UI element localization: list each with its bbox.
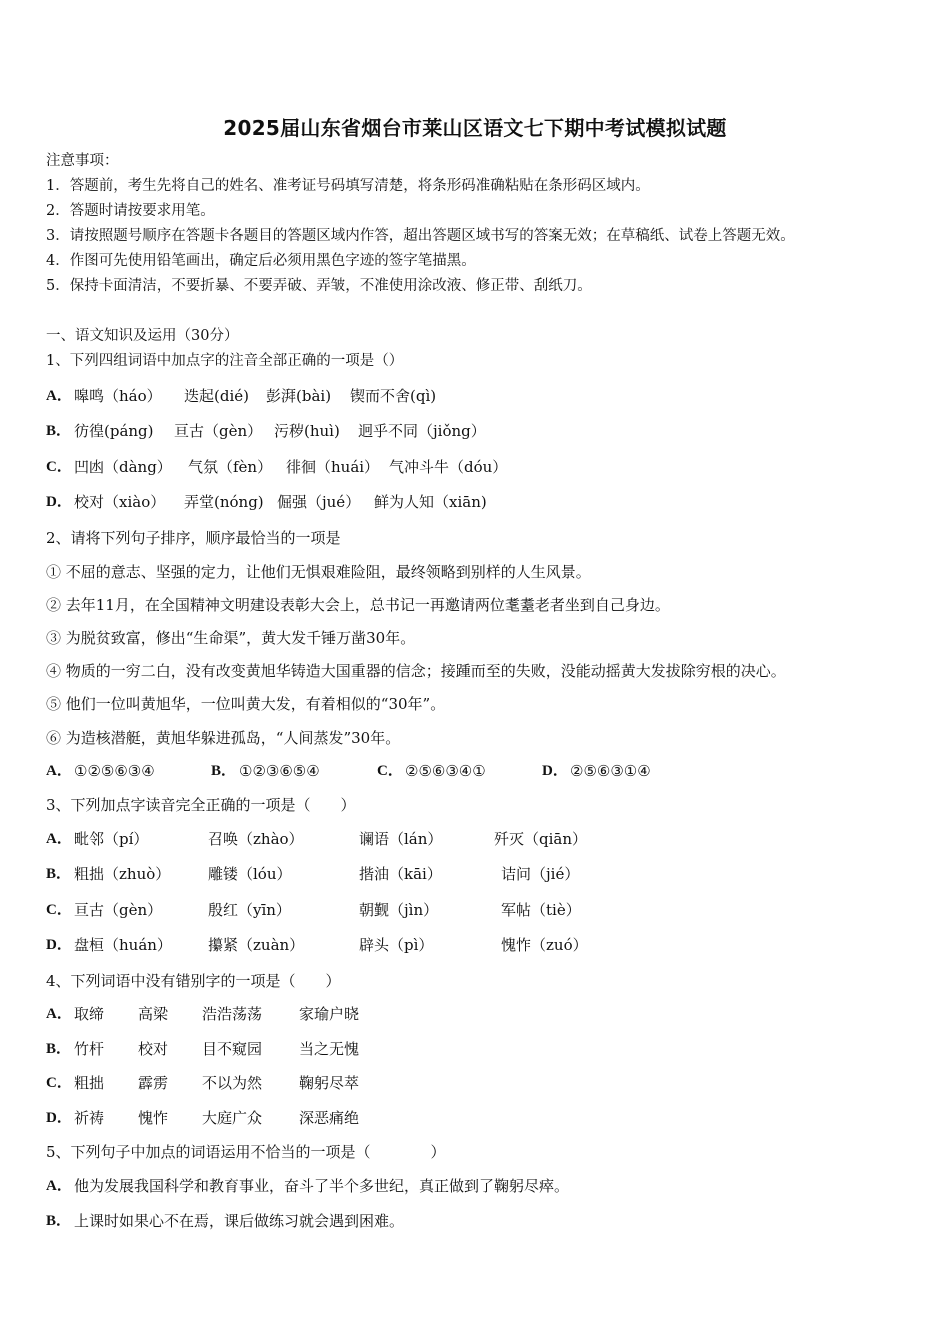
question-5-stem: 5、下列句子中加点的词语运用不恰当的一项是（ ）: [46, 1143, 446, 1161]
option-item: 迭起(dié): [184, 387, 249, 405]
option-label: B．: [46, 423, 72, 439]
sentence: ④ 物质的一穷二白，没有改变黄旭华铸造大国重器的信念；接踵而至的失败，没能动摇黄大发拔除穷根的决心。: [46, 662, 786, 680]
sentence: ⑥ 为造核潜艇，黄旭华躲进孤岛，“人间蒸发”30年。: [46, 729, 401, 747]
option-item: 粗拙（zhuò）: [74, 865, 171, 883]
option-item: 校对: [138, 1040, 169, 1058]
option-item: 谰语（lán）: [359, 830, 443, 848]
option-item: 竹杆: [74, 1040, 105, 1058]
question-4-option-a: [46, 1004, 926, 1024]
question-2-stem: 2、请将下列句子排序，顺序最恰当的一项是: [46, 529, 341, 547]
option-label: A．: [46, 1006, 72, 1022]
question-1-stem: 1、下列四组词语中加点字的注音全部正确的一项是（）: [46, 353, 404, 369]
question-3-option-c: [46, 900, 926, 920]
option-item: 揩油（kāi）: [359, 865, 442, 883]
option-item: 朝觐（jìn）: [359, 901, 439, 919]
option-text: ②⑤⑥③①④: [570, 762, 651, 780]
option-item: 彷徨(páng): [74, 422, 154, 440]
option-item: 亘古（gèn）: [74, 901, 163, 919]
question-1-option-c: [46, 457, 926, 477]
option-item: 不以为然: [202, 1074, 263, 1092]
option-item: 诘问（jié）: [501, 865, 580, 883]
notice-item: 4．作图可先使用铅笔画出，确定后必须用黑色字迹的签字笔描黑。: [46, 253, 476, 269]
option-item: 祈祷: [74, 1109, 105, 1127]
option-text: 上课时如果心不在焉，课后做练习就会遇到困难。: [74, 1212, 405, 1230]
option-label: A．: [46, 763, 72, 779]
option-label: C．: [46, 1075, 72, 1091]
question-3-stem: 3、下列加点字读音完全正确的一项是（ ）: [46, 796, 356, 814]
option-item: 深恶痛绝: [299, 1109, 360, 1127]
sentence: ② 去年11月，在全国精神文明建设表彰大会上，总书记一再邀请两位耄耋老者坐到自己身边。: [46, 596, 670, 614]
option-item: 家瑜户晓: [299, 1005, 360, 1023]
option-label: D．: [542, 763, 568, 779]
question-1-option-d: [46, 492, 926, 512]
option-item: 锲而不舍(qì): [350, 387, 437, 405]
option-label: C．: [377, 763, 403, 779]
option-item: 浩浩荡荡: [202, 1005, 263, 1023]
option-item: 鞠躬尽萃: [299, 1074, 360, 1092]
option-item: 校对（xiào）: [74, 493, 166, 511]
option-item: 雕镂（lóu）: [208, 865, 292, 883]
option-item: 气冲斗牛（dóu）: [389, 458, 508, 476]
option-item: 嗥鸣（háo）: [74, 387, 162, 405]
sentence: ⑤ 他们一位叫黄旭华，一位叫黄大发，有着相似的“30年”。: [46, 695, 446, 713]
option-item: 攥紧（zuàn）: [208, 936, 305, 954]
option-item: 取缔: [74, 1005, 105, 1023]
option-item: 高梁: [138, 1005, 169, 1023]
option-item: 军帖（tiè）: [501, 901, 581, 919]
option-text: ①②③⑥⑤④: [239, 762, 320, 780]
option-item: 当之无愧: [299, 1040, 360, 1058]
option-item: 粗拙: [74, 1074, 105, 1092]
option-label: A．: [46, 831, 72, 847]
notice-item: 5．保持卡面清洁，不要折暴、不要弄破、弄皱，不准使用涂改液、修正带、刮纸刀。: [46, 278, 592, 294]
option-item: 彭湃(bài): [266, 387, 332, 405]
option-item: 辟头（pì）: [359, 936, 434, 954]
question-3-option-b: [46, 864, 926, 884]
option-item: 徘徊（huái）: [286, 458, 380, 476]
option-item: 凹凼（dàng）: [74, 458, 172, 476]
notice-item: 1．答题前，考生先将自己的姓名、准考证号码填写清楚，将条形码准确粘贴在条形码区域内。: [46, 178, 650, 194]
question-4-stem: 4、下列词语中没有错别字的一项是（ ）: [46, 972, 341, 990]
option-label: C．: [46, 459, 72, 475]
option-label: B．: [46, 866, 72, 882]
option-label: A．: [46, 1178, 72, 1194]
option-item: 迥乎不同（jiǒng）: [358, 422, 486, 440]
option-label: D．: [46, 494, 72, 510]
question-4-option-d: [46, 1108, 926, 1128]
option-item: 歼灭（qiān）: [494, 830, 588, 848]
option-item: 愧怍（zuó）: [501, 936, 588, 954]
question-2-options: [46, 761, 926, 781]
option-item: 目不窥园: [202, 1040, 263, 1058]
option-text: ①②⑤⑥③④: [74, 762, 155, 780]
page-title: 2025届山东省烟台市莱山区语文七下期中考试模拟试题: [223, 116, 727, 140]
option-item: 盘桓（huán）: [74, 936, 172, 954]
notice-item: 3．请按照题号顺序在答题卡各题目的答题区域内作答，超出答题区域书写的答案无效；在草稿纸、试卷上答题无效。: [46, 228, 795, 244]
option-label: B．: [46, 1213, 72, 1229]
option-label: B．: [211, 763, 237, 779]
question-3-option-d: [46, 935, 926, 955]
option-item: 殷红（yīn）: [208, 901, 291, 919]
option-item: 鲜为人知（xiān): [374, 493, 487, 511]
question-4-option-c: [46, 1073, 926, 1093]
option-item: 气氛（fèn）: [188, 458, 273, 476]
option-label: B．: [46, 1041, 72, 1057]
option-label: A．: [46, 388, 72, 404]
question-3-option-a: [46, 829, 926, 849]
option-item: 亘古（gèn）: [174, 422, 263, 440]
option-label: C．: [46, 902, 72, 918]
option-item: 倔强（jué）: [277, 493, 361, 511]
question-5-option-a: [46, 1176, 926, 1196]
question-5-option-b: [46, 1211, 926, 1231]
option-item: 弄堂(nóng): [184, 493, 264, 511]
sentence: ① 不屈的意志、坚强的定力，让他们无惧艰难险阻，最终领略到别样的人生风景。: [46, 563, 591, 581]
option-item: 霹雳: [138, 1074, 169, 1092]
section-heading: 一、语文知识及运用（30分）: [46, 328, 239, 344]
question-1-option-a: [46, 386, 926, 406]
option-item: 毗邻（pí）: [74, 830, 149, 848]
option-item: 愧怍: [138, 1109, 169, 1127]
option-label: D．: [46, 937, 72, 953]
notice-item: 2．答题时请按要求用笔。: [46, 203, 215, 219]
option-item: 污秽(huì): [274, 422, 340, 440]
question-1-option-b: [46, 421, 926, 441]
option-text: 他为发展我国科学和教育事业，奋斗了半个多世纪，真正做到了鞠躬尽瘁。: [74, 1177, 570, 1195]
sentence: ③ 为脱贫致富，修出“生命渠”，黄大发千锤万凿30年。: [46, 629, 416, 647]
option-text: ②⑤⑥③④①: [405, 762, 486, 780]
option-item: 召唤（zhào）: [208, 830, 304, 848]
option-label: D．: [46, 1110, 72, 1126]
option-item: 大庭广众: [202, 1109, 263, 1127]
question-4-option-b: [46, 1039, 926, 1059]
notice-heading: 注意事项：: [46, 153, 119, 169]
